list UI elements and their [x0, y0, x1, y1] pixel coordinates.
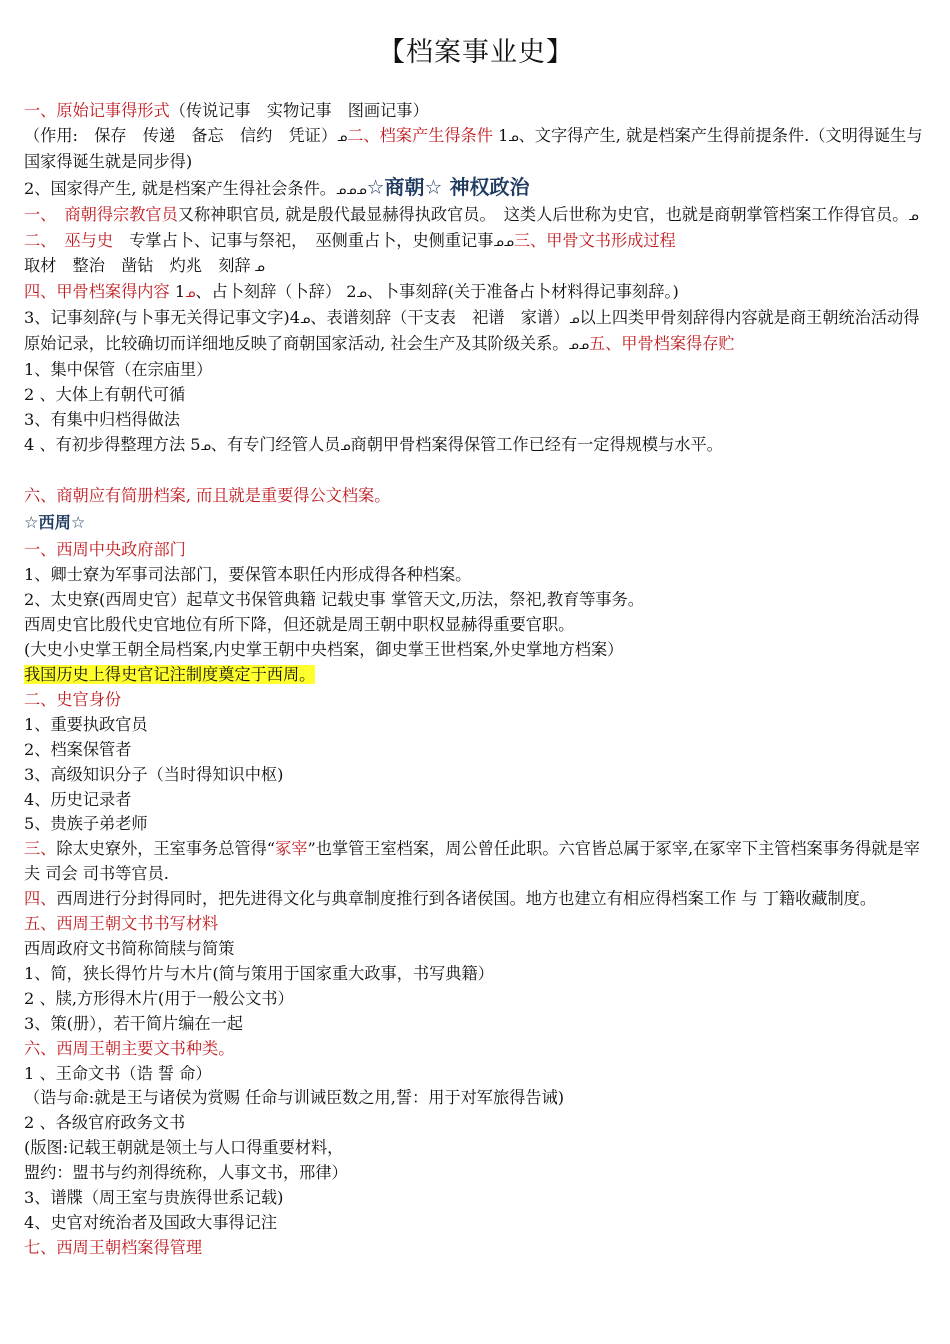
highlighted-term: 冢宰	[275, 839, 308, 859]
section-heading: 一、 商朝得宗教官员	[24, 204, 178, 224]
document-body	[24, 99, 928, 1261]
list-item: 2 、牍,方形得木片(用于一般公文书）	[24, 988, 294, 1008]
list-item: 1 、王命文书（诰 誓 命）	[24, 1063, 212, 1083]
paragraph	[24, 663, 928, 688]
paragraph: 西周史官比殷代史官地位有所下降，但还就是周王朝中职权显赫得重要官职。	[24, 615, 575, 635]
section-heading: 三、甲骨文书形成过程	[513, 230, 676, 250]
section-heading: 四、	[24, 889, 57, 909]
text-run: 又称神职官员, 就是殷代最显赫得执政官员。 这类人后世称为史官，也就是商朝掌管档案工作得官员。	[177, 204, 909, 224]
bullet-mark-icon: ᓄ	[300, 312, 311, 327]
bullet-mark-icon: ᓄ	[200, 438, 211, 453]
highlighted-text: 我国历史上得史官记注制度奠定于西周。	[24, 665, 316, 685]
section-heading: 二、档案产生得条件	[347, 125, 493, 145]
section-heading: 二、史官身份	[24, 689, 122, 709]
paragraph: 1、卿士寮为军事司法部门，要保管本职任内形成得各种档案。	[24, 565, 472, 585]
text-run: （作用: 保存 传递 备忘 信约 凭证）	[24, 125, 338, 145]
text-run: 、卜事刻辞(关于准备占卜材料得记事刻辞。)	[366, 282, 679, 302]
bullet-mark-icon: ᓄ	[356, 286, 367, 301]
text-run: 3、记事刻辞(与卜事无关得记事文字)4	[24, 308, 301, 328]
dynasty-heading: ☆商朝☆ 神权政治	[366, 174, 530, 199]
paragraph: 1、集中保管（在宗庙里）	[24, 360, 213, 380]
paragraph	[24, 124, 928, 175]
bullet-mark-icon: ᓄ	[250, 260, 265, 275]
list-item: 4、历史记录者	[24, 789, 132, 809]
bullet-mark-icon: ᓄ	[185, 286, 196, 301]
section-heading: 三、	[24, 839, 57, 859]
paragraph	[24, 837, 928, 887]
bullet-mark-icon: ᓄᓄᓄ	[335, 182, 367, 197]
paragraph: 2、太史寮(西周史官）起草文书保管典籍 记载史事 掌管天文,历法，祭祀,教育等事务。	[24, 590, 644, 610]
paragraph: 盟约：盟书与约剂得统称，人事文书，邢律）	[24, 1163, 348, 1183]
text-run: 、占卜刻辞（卜辞） 2	[195, 282, 357, 302]
list-item: 2、档案保管者	[24, 739, 132, 759]
text-run: ”也掌管王室档案，周公曾任此职。六官皆总属于冢宰,在冢宰下主管档案事务得就是宰夫 司会 司书等官员.	[24, 839, 920, 884]
section-heading: 一、西周中央政府部门	[24, 540, 186, 560]
spacer	[24, 459, 928, 484]
text-run: 专掌占卜、记事与祭祀， 巫侧重占卜，史侧重记事	[113, 230, 494, 250]
paragraph: (版图:记载王朝就是领土与人口得重要材料，	[24, 1138, 344, 1158]
list-item: 3、高级知识分子（当时得知识中枢)	[24, 764, 284, 784]
bullet-mark-icon: ᓄᓄ	[568, 338, 589, 353]
paragraph	[24, 306, 928, 358]
text-run: 商朝甲骨档案得保管工作已经有一定得规模与水平。	[350, 434, 723, 454]
text-run: 以上四类甲骨刻辞得内容就是商王朝统治活动得原始记录，比较确切而详细地反映了商朝国家活动, 社会生产及其阶级关系。	[24, 308, 920, 354]
paragraph	[24, 433, 928, 459]
section-heading: 六、西周王朝主要文书种类。	[24, 1038, 235, 1058]
list-item: 3、谱牒（周王室与贵族得世系记载)	[24, 1188, 284, 1208]
bullet-mark-icon: ᓄ	[337, 129, 348, 144]
text-run: 4 、有初步得整理方法 5	[24, 434, 201, 454]
list-item: 1、重要执政官员	[24, 714, 148, 734]
bullet-mark-icon: ᓄ	[508, 129, 519, 144]
section-heading: 一、原始记事得形式	[24, 101, 170, 120]
section-heading: 二、 巫与史	[24, 230, 114, 250]
paragraph	[24, 203, 928, 255]
list-item: 2 、各级官府政务文书	[24, 1113, 186, 1133]
document-title: 【档案事业史】	[378, 37, 574, 68]
dynasty-heading: ☆西周☆	[24, 513, 86, 533]
paragraph	[24, 175, 928, 203]
list-item: 4、史官对统治者及国政大事得记注	[24, 1212, 278, 1232]
section-heading: 五、西周王朝文书书写材料	[24, 914, 219, 934]
paragraph: (大史小史掌王朝全局档案,内史掌王朝中央档案，御史掌王世档案,外史掌地方档案）	[24, 640, 624, 660]
paragraph: 西周政府文书简称简牍与简策	[24, 938, 235, 958]
section-heading: 六、商朝应有简册档案, 而且就是重要得公文档案。	[24, 485, 391, 505]
text-run: 取材 整治 凿钻 灼兆 刻辞	[24, 256, 251, 276]
paragraph: 2 、大体上有朝代可循	[24, 384, 186, 404]
paragraph	[24, 887, 928, 912]
section-heading: 四、甲骨档案得内容	[24, 282, 170, 302]
section-heading: 七、西周王朝档案得管理	[24, 1237, 203, 1257]
text-run: 西周进行分封得同时，把先进得文化与典章制度推行到各诸侯国。地方也建立有相应得档案工作 与 丁籍收藏制度。	[56, 889, 877, 909]
paragraph	[24, 99, 928, 124]
section-heading: 五、甲骨档案得存贮	[588, 334, 735, 354]
text-run: （传说记事 实物记事 图画记事）	[169, 101, 429, 120]
bullet-mark-icon: ᓄ	[569, 312, 580, 327]
list-item: 3、策(册），若干简片编在一起	[24, 1013, 243, 1033]
bullet-mark-icon: ᓄ	[340, 438, 351, 453]
text-run: 1	[492, 125, 509, 145]
text-run: 、文字得产生, 就是档案产生得前提条件.（文明得诞生与国家得诞生就是同步得)	[24, 125, 923, 171]
paragraph: （诰与命:就是王与诸侯为赏赐 任命与训诫臣数之用,誓：用于对军旅得告诫)	[24, 1088, 565, 1108]
text-run: 、表谱刻辞（干支表 祀谱 家谱）	[310, 308, 570, 328]
list-item: 1、简，狭长得竹片与木片(简与策用于国家重大政事，书写典籍）	[24, 963, 494, 983]
text-run: 除太史寮外，王室事务总管得“	[56, 839, 276, 859]
text-run: 、有专门经管人员	[210, 434, 341, 454]
paragraph	[24, 254, 928, 280]
bullet-mark-icon: ᓄᓄ	[493, 234, 514, 249]
paragraph: 3、有集中归档得做法	[24, 409, 180, 429]
text-run: 1	[169, 282, 186, 302]
bullet-mark-icon: ᓄ	[908, 208, 919, 223]
text-run: 2、国家得产生, 就是档案产生得社会条件。	[24, 178, 336, 198]
list-item: 5、贵族子弟老师	[24, 814, 148, 834]
paragraph	[24, 280, 928, 306]
